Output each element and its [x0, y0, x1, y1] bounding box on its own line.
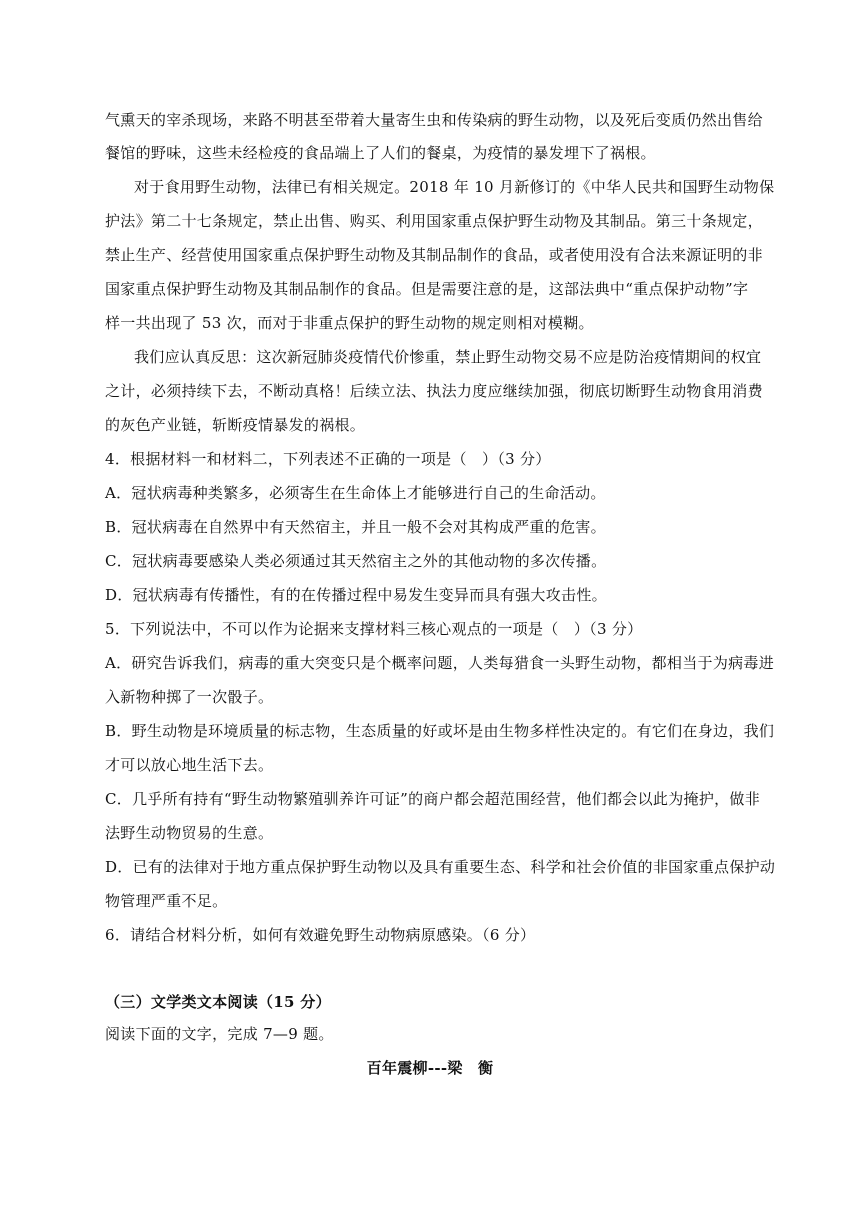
paragraph-line: 的灰色产业链，斩断疫情暴发的祸根。 [105, 416, 366, 434]
paragraph-line: 对于食用野生动物，法律已有相关规定。2018 年 10 月新修订的《中华人民共和国野生动物保 [134, 178, 775, 196]
question-5-option-c-cont: 法野生动物贸易的生意。 [105, 824, 274, 842]
paragraph-line: 样一共出现了 53 次，而对于非重点保护的野生动物的规定则相对模糊。 [105, 314, 594, 332]
reading-instruction: 阅读下面的文字，完成 7—9 题。 [105, 1025, 334, 1043]
article-title: 百年震柳---梁 衡 [366, 1059, 494, 1077]
paragraph-line: 气熏天的宰杀现场，来路不明甚至带着大量寄生虫和传染病的野生动物，以及死后变质仍然出售给 [105, 111, 763, 129]
question-4-option-c: C．冠状病毒要感染人类必须通过其天然宿主之外的其他动物的多次传播。 [105, 552, 607, 570]
question-5-option-b: B．野生动物是环境质量的标志物，生态质量的好或坏是由生物多样性决定的。有它们在身边，我们 [105, 722, 775, 740]
question-5-option-d-cont: 物管理严重不足。 [105, 892, 228, 910]
question-5-stem: 5．下列说法中，不可以作为论据来支撑材料三核心观点的一项是（ ）（3 分） [105, 620, 643, 638]
paragraph-line: 禁止生产、经营使用国家重点保护野生动物及其制品制作的食品，或者使用没有合法来源证明的非 [105, 246, 763, 264]
question-6-stem: 6．请结合材料分析，如何有效避免野生动物病原感染。（6 分） [105, 926, 536, 944]
paragraph-line: 国家重点保护野生动物及其制品制作的食品。但是需要注意的是，这部法典中“重点保护动物”字 [105, 280, 749, 298]
question-5-option-c: C．几乎所有持有“野生动物繁殖驯养许可证”的商户都会超范围经营，他们都会以此为掩护，做非 [105, 790, 761, 808]
paragraph-line: 餐馆的野味，这些未经检疫的食品端上了人们的餐桌，为疫情的暴发埋下了祸根。 [105, 144, 656, 162]
question-5-option-a-cont: 入新物种掷了一次骰子。 [105, 688, 274, 706]
question-4-option-b: B．冠状病毒在自然界中有天然宿主，并且一般不会对其构成严重的危害。 [105, 518, 606, 536]
section-heading: （三）文学类文本阅读（15 分） [105, 993, 331, 1011]
paragraph-line: 护法》第二十七条规定，禁止出售、购买、利用国家重点保护野生动物及其制品。第三十条规定， [105, 212, 763, 230]
question-5-option-d: D．已有的法律对于地方重点保护野生动物以及具有重要生态、科学和社会价值的非国家重点保护动 [105, 858, 776, 876]
question-4-option-a: A．冠状病毒种类繁多，必须寄生在生命体上才能够进行自己的生命活动。 [105, 484, 606, 502]
question-5-option-a: A．研究告诉我们，病毒的重大突变只是个概率问题，人类每猎食一头野生动物，都相当于为病毒进 [105, 654, 775, 672]
question-4-stem: 4．根据材料一和材料二，下列表述不正确的一项是（ ）（3 分） [105, 450, 551, 468]
question-5-option-b-cont: 才可以放心地生活下去。 [105, 756, 274, 774]
paragraph-line: 之计，必须持续下去，不断动真格！后续立法、执法力度应继续加强，彻底切断野生动物食用消费 [105, 382, 763, 400]
question-4-option-d: D．冠状病毒有传播性，有的在传播过程中易发生变异而具有强大攻击性。 [105, 586, 607, 604]
paragraph-line: 我们应认真反思：这次新冠肺炎疫情代价惨重，禁止野生动物交易不应是防治疫情期间的权宜 [134, 348, 762, 366]
